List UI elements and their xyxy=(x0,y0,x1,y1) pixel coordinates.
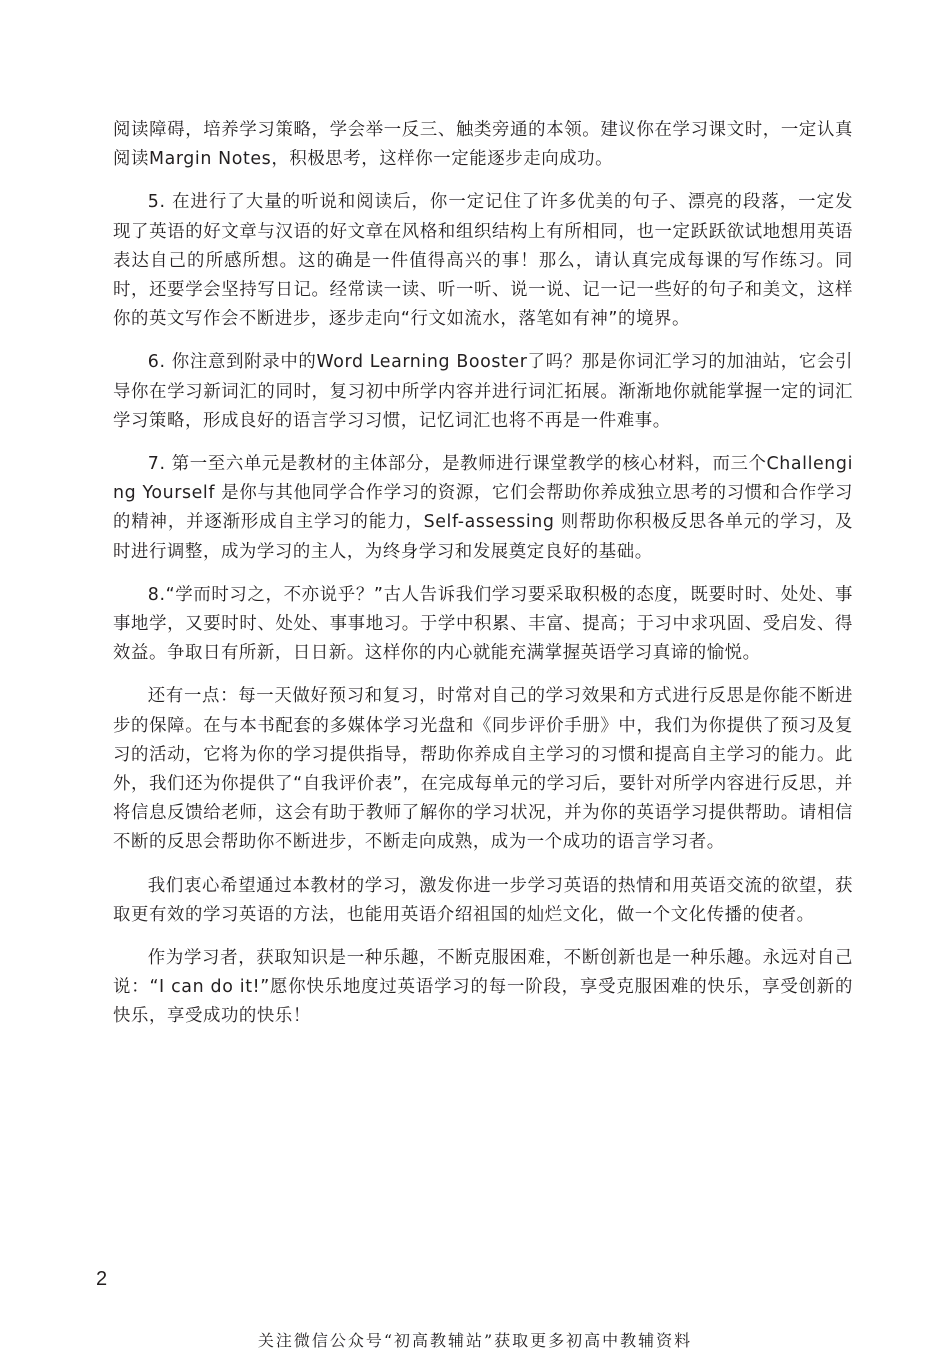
page-body xyxy=(113,116,853,1046)
paragraph-item-5: 5. 在进行了大量的听说和阅读后，你一定记住了许多优美的句子、漂亮的段落，一定发现了英语的好文章与汉语的好文章在风格和组织结构上有所相同，也一定跃跃欲试地想用英语表达自己的所感所想。这的确是一件值得高兴的事！那么，请认真完成每课的写作练习。同时，还要学会坚持写日记。经常读一读、听一听、说一说、记一记一些好的句子和美文，这样你的英文写作会不断进步，逐步走向“行文如流水，落笔如有神”的境界。 xyxy=(113,192,853,330)
page-number: 2 xyxy=(96,1268,108,1290)
paragraph-reflection: 还有一点：每一天做好预习和复习，时常对自己的学习效果和方式进行反思是你能不断进步的保障。在与本书配套的多媒体学习光盘和《同步评价手册》中，我们为你提供了预习及复习的活动，它将为你的学习提供指导，帮助你养成自主学习的习惯和提高自主学习的能力。此外，我们还为你提供了“自我评价表”，在完成每单元的学习后，要针对所学内容进行反思，并将信息反馈给老师，这会有助于教师了解你的学习状况，并为你的英语学习提供帮助。请相信不断的反思会帮助你不断进步，不断走向成熟，成为一个成功的语言学习者。 xyxy=(113,686,853,853)
paragraph-item-6: 6. 你注意到附录中的Word Learning Booster了吗？那是你词汇学习的加油站，它会引导你在学习新词汇的同时，复习初中所学内容并进行词汇拓展。渐渐地你就能掌握一定的词汇学习策略，形成良好的语言学习习惯，记忆词汇也将不再是一件难事。 xyxy=(113,352,853,431)
paragraph-closing: 作为学习者，获取知识是一种乐趣，不断克服困难，不断创新也是一种乐趣。永远对自己说：“I can do it!”愿你快乐地度过英语学习的每一阶段，享受克服困难的快乐，享受创新的快乐，享受成功的快乐！ xyxy=(113,948,853,1027)
paragraph-hope: 我们衷心希望通过本教材的学习，激发你进一步学习英语的热情和用英语交流的欲望，获取更有效的学习英语的方法，也能用英语介绍祖国的灿烂文化，做一个文化传播的使者。 xyxy=(113,875,853,925)
paragraph-continuation: 阅读障碍，培养学习策略，学会举一反三、触类旁通的本领。建议你在学习课文时，一定认真阅读Margin Notes，积极思考，这样你一定能逐步走向成功。 xyxy=(113,120,853,170)
paragraph-item-8: 8.“学而时习之，不亦说乎？”古人告诉我们学习要采取积极的态度，既要时时、处处、事事地学，又要时时、处处、事事地习。于学中积累、丰富、提高；于习中求巩固、受启发、得效益。争取日有所新，日日新。这样你的内心就能充满掌握英语学习真谛的愉悦。 xyxy=(113,584,853,664)
paragraph-item-7: 7. 第一至六单元是教材的主体部分，是教师进行课堂教学的核心材料，而三个Challenging Yourself 是你与其他同学合作学习的资源，它们会帮助你养成独立思考的习惯和合作学习的精神，并逐渐形成自主学习的能力，Self-assessing 则帮助你积极反思各单元的学习，及时进行调整，成为学习的主人，为终身学习和发展奠定良好的基础。 xyxy=(113,454,853,562)
footer-note: 关注微信公众号“初高教辅站”获取更多初高中教辅资料 xyxy=(257,1331,693,1350)
